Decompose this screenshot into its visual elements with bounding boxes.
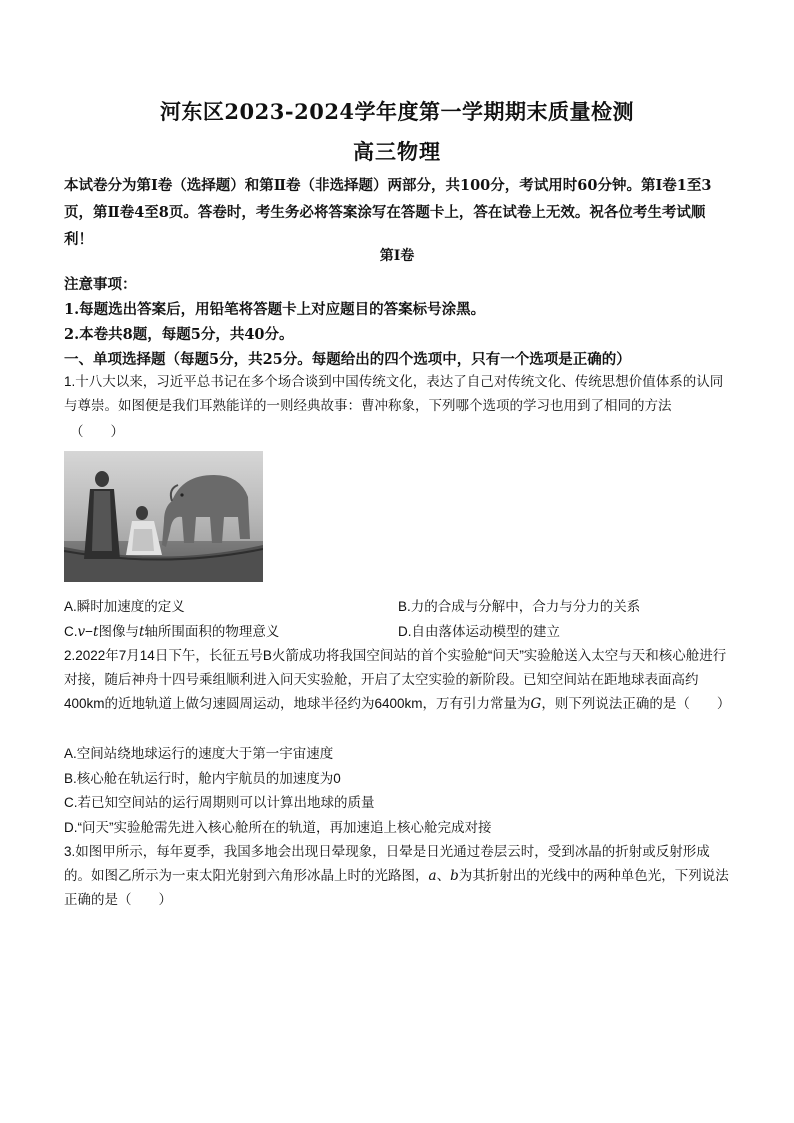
q2-option-a: A.空间站绕地球运行的速度大于第一宇宙速度 xyxy=(64,746,334,761)
option-label: C. xyxy=(64,624,78,639)
q1-option-c xyxy=(64,620,279,640)
math-var: t xyxy=(138,624,145,640)
question-1-answer-bracket: （ ） xyxy=(70,424,124,439)
math-var: G xyxy=(530,696,542,712)
q1-option-d: D.自由落体运动模型的建立 xyxy=(398,624,560,639)
option-text: 轴所围面积的物理意义 xyxy=(144,624,280,639)
question-1-stem: 1.十八大以来，习近平总书记在多个场合谈到中国传统文化，表达了自己对传统文化、传统思想价值体系的认同与尊崇。如图便是我们耳熟能详的一则经典故事：曹冲称象，下列哪个选项的学习也用到了相同的方法 xyxy=(64,374,724,413)
q2-option-b: B.核心舱在轨运行时，舱内宇航员的加速度为0 xyxy=(64,770,341,786)
exam-title: 河东区2023-2024学年度第一学期期末质量检测 xyxy=(159,99,635,124)
math-var: t xyxy=(93,624,99,640)
q2-option-c: C.若已知空间站的运行周期则可以计算出地球的质量 xyxy=(64,795,375,810)
q2-option-d: D.“问天”实验舱需先进入核心舱所在的轨道，再加速追上核心舱完成对接 xyxy=(64,819,492,835)
question-3-stem xyxy=(64,840,734,912)
exam-instructions: 本试卷分为第Ⅰ卷（选择题）和第Ⅱ卷（非选择题）两部分，共100分，考试用时60分钟。第Ⅰ卷1至3页，第Ⅱ卷4至8页。答卷时，考生务必将答案涂写在答题卡上，答在试卷上无效。祝各位考生考试顺利！ xyxy=(64,177,712,248)
math-op: − xyxy=(85,624,94,639)
note-item: 2.本卷共8题，每题5分，共40分。 xyxy=(64,326,294,343)
q3-stem-text: 3.如图甲所示，每年夏季，我国多地会出现日晕现象，日晕是日光通过卷层云时，受到冰晶的折射或反射形成的。如图乙所示为一束太阳光射到六角形冰晶上时的光路图， xyxy=(64,844,710,883)
q1-option-a: A.瞬时加速度的定义 xyxy=(64,599,185,614)
option-text: 图像与 xyxy=(98,624,139,639)
q2-options xyxy=(64,742,492,840)
illustration-figures xyxy=(64,451,263,582)
q2-stem-text: 2.2022年7月14日下午，长征五号B火箭成功将我国空间站的首个实验舱“问天”实验舱送入太空与天和核心舱进行对接，随后神舟十四号乘组顺利进入问天实验舱，开启了太空实验的新阶段。已知空间站在距地球表面高约400km的近地轨道上做匀速圆周运动，地球半径约为6400km，万有引力常量为 xyxy=(64,648,727,711)
q3-sep: 、 xyxy=(436,868,451,883)
part1-heading: 一、单项选择题（每题5分，共25分。每题给出的四个选项中，只有一个选项是正确的） xyxy=(64,351,631,368)
section-title: 第Ⅰ卷 xyxy=(379,248,415,264)
math-var: v xyxy=(77,624,86,640)
note-item: 1.每题选出答案后，用铅笔将答题卡上对应题目的答案标号涂黑。 xyxy=(64,301,486,318)
subject-title: 高三物理 xyxy=(353,139,441,164)
notes-block xyxy=(64,272,734,372)
math-var: b xyxy=(450,868,459,884)
math-var: a xyxy=(428,868,437,884)
q3-stem-end: 为其折射出的光线中的两种单色光，下列说法正确的是（ ） xyxy=(64,868,729,907)
notes-heading: 注意事项： xyxy=(64,276,137,293)
q2-stem-end: ，则下列说法正确的是（ ） xyxy=(541,696,731,711)
question-2-stem xyxy=(64,644,734,716)
q1-option-b: B.力的合成与分解中，合力与分力的关系 xyxy=(398,599,641,614)
cao-chong-elephant-illustration xyxy=(64,451,263,582)
